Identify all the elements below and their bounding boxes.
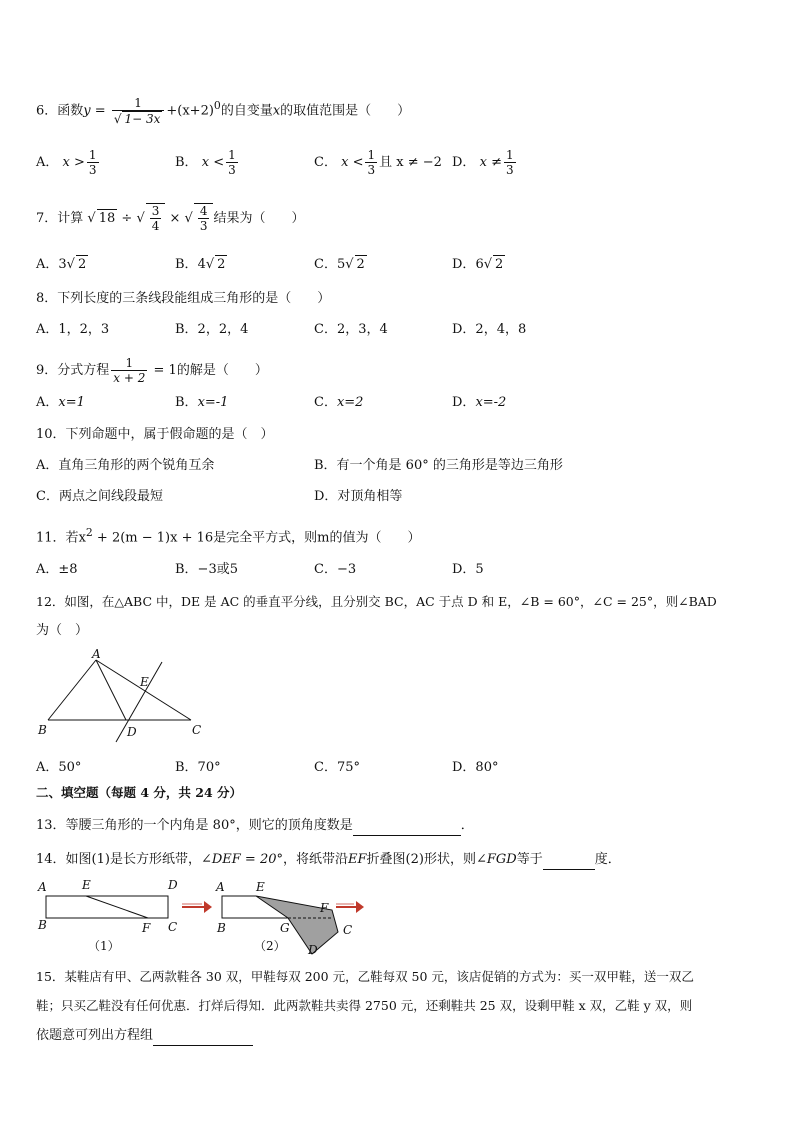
q6-option-c[interactable] xyxy=(314,148,442,177)
q10-option-b[interactable]: B．有一个角是 60° 的三角形是等边三角形 xyxy=(314,458,563,473)
frac-den: 3 xyxy=(228,163,236,177)
option-value: x=-2 xyxy=(475,395,507,410)
fig2-label-a: A xyxy=(216,880,225,894)
frac-num: 3 xyxy=(151,204,160,218)
q9-fraction xyxy=(111,356,147,385)
fig2-label-c: C xyxy=(343,923,353,937)
fig2-label-b: B xyxy=(217,921,226,935)
segment-ac xyxy=(96,660,191,720)
q12-triangle-figure xyxy=(36,648,216,748)
q9-option-b[interactable] xyxy=(175,394,228,412)
fig1-label-d: D xyxy=(168,878,178,892)
q14-fgd: ∠FGD xyxy=(475,852,517,867)
q14-answer-blank[interactable] xyxy=(543,851,595,870)
label-d: D xyxy=(127,725,137,739)
label-e: E xyxy=(140,675,149,689)
option-rad: 2 xyxy=(217,257,226,272)
q13-text: 13．等腰三角形的一个内角是 80°，则它的顶角度数是 xyxy=(36,818,353,833)
segment-ab xyxy=(48,660,96,720)
option-op: < xyxy=(213,155,225,170)
option-label: B． xyxy=(175,155,198,170)
q6-prefix: 函数 xyxy=(57,103,84,119)
q10-option-d[interactable]: D．对顶角相等 xyxy=(314,489,403,504)
q11-suffix: 是完全平方式，则 xyxy=(213,530,318,546)
option-op: < xyxy=(352,155,364,170)
frac-num: 1 xyxy=(505,148,514,162)
fig1-label-e: E xyxy=(82,878,91,892)
q11-number: 11． xyxy=(36,530,66,546)
q14-angle: ∠DEF = 20° xyxy=(200,852,283,867)
option-rad: 2 xyxy=(356,257,365,272)
q7-prefix: 计算 xyxy=(57,211,84,226)
q13-stem xyxy=(36,817,474,836)
arrow-1-icon xyxy=(204,901,212,913)
q6-y: y xyxy=(83,103,91,119)
label-a: A xyxy=(92,648,101,661)
perpendicular-bisector-de xyxy=(116,662,162,742)
q8-option-a[interactable]: A．1，2，3 xyxy=(36,322,110,337)
q15-line2: 鞋；只买乙鞋没有任何优惠．打烊后得知．此两款鞋共卖得 2750 元，还剩鞋共 25 双，设剩甲鞋 x 双，乙鞋 y 双，则 xyxy=(36,998,693,1013)
q14-stem xyxy=(36,851,621,870)
q11-option-a[interactable]: A．±8 xyxy=(36,562,78,577)
q11-prefix: 若 xyxy=(65,530,79,546)
q8-option-c[interactable]: C．2，3，4 xyxy=(314,322,388,337)
label-c: C xyxy=(192,723,202,737)
option-x: x xyxy=(62,155,70,170)
option-coef: 5 xyxy=(336,257,346,272)
q12-stem-line2: 为（ ） xyxy=(36,623,89,638)
option-coef: 4 xyxy=(197,257,206,272)
frac-den: 3 xyxy=(199,219,208,233)
q9-option-d[interactable] xyxy=(452,394,506,412)
q11-stem xyxy=(36,524,421,547)
q6-option-a[interactable] xyxy=(36,148,101,177)
option-coef: 6 xyxy=(475,257,484,272)
q11-option-d[interactable]: D．5 xyxy=(452,562,484,577)
frac-num: 1 xyxy=(367,148,376,162)
frac-num: 1 xyxy=(88,148,97,162)
q7-option-c[interactable]: C．5√ 2 xyxy=(314,257,365,272)
q14-end: 度． xyxy=(594,852,621,867)
q6-option-d[interactable] xyxy=(452,148,518,177)
fig2-label-d: D xyxy=(308,943,318,957)
q14-text-d: 等于 xyxy=(516,852,543,867)
q12-option-a[interactable]: A．50° xyxy=(36,760,82,775)
q6-eq: = xyxy=(90,103,110,119)
frac-num: 1 xyxy=(228,148,236,162)
q6-number: 6． xyxy=(36,103,58,119)
fig1-caption: （1） xyxy=(88,939,120,953)
option-value: x=2 xyxy=(336,395,364,410)
frac-den: 3 xyxy=(505,163,514,177)
q6-suffix-b: 的取值范围是（ ） xyxy=(280,103,411,119)
q9-option-c[interactable] xyxy=(314,394,363,412)
option-coef: 3 xyxy=(58,257,67,272)
q6-fraction xyxy=(112,96,165,126)
q7-option-d[interactable]: D．6√ 2 xyxy=(452,257,504,272)
q7-rad-frac2 xyxy=(194,203,214,233)
option-rad: 2 xyxy=(495,257,504,272)
q13-end: ． xyxy=(460,818,474,833)
q12-option-b[interactable]: B．70° xyxy=(175,760,221,775)
q8-option-b[interactable]: B．2，2，4 xyxy=(175,322,249,337)
q7-option-a[interactable]: A．3√ 2 xyxy=(36,257,87,272)
option-rad: 2 xyxy=(77,257,87,272)
q6-suffix-a: 的自变量 xyxy=(220,103,273,119)
q8-stem: 8．下列长度的三条线段能组成三角形的是（ ） xyxy=(36,291,331,306)
q13-answer-blank[interactable] xyxy=(353,817,461,836)
option-fraction xyxy=(87,148,99,177)
q6-exponent: 0 xyxy=(213,99,221,113)
q9-number: 9． xyxy=(36,363,58,378)
q15-text: 依题意可列出方程组 xyxy=(36,1028,154,1043)
q9-stem xyxy=(36,356,268,385)
fig1-rectangle xyxy=(46,896,168,918)
q7-div: ÷ xyxy=(121,211,133,226)
option-label: A． xyxy=(36,395,59,410)
arrow-2-icon xyxy=(356,901,364,913)
q9-suffix: = 1的解是（ ） xyxy=(149,363,268,378)
q6-frac-den: √ 1− 3x xyxy=(113,112,161,126)
q11-option-c[interactable]: C．−3 xyxy=(314,562,357,577)
option-value: x=1 xyxy=(58,395,85,410)
option-x: x xyxy=(201,155,210,170)
frac-den: 4 xyxy=(151,219,160,233)
q15-line3 xyxy=(36,1027,253,1046)
frac-den: x + 2 xyxy=(113,371,146,385)
option-value: x=-1 xyxy=(197,395,229,410)
option-label: B． xyxy=(175,257,198,272)
q12-stem-line1: 12．如图，在△ABC 中，DE 是 AC 的垂直平分线，且分别交 BC，AC 于点 D 和 E，∠B = 60°，∠C = 25°，则∠BAD xyxy=(36,594,717,609)
q7-number: 7． xyxy=(36,211,58,226)
fig1-label-b: B xyxy=(38,918,47,932)
option-label: A． xyxy=(36,155,59,170)
q14-text-b: ，将纸带沿 xyxy=(283,852,349,867)
fig1-label-c: C xyxy=(168,920,178,934)
q12-option-c[interactable]: C．75° xyxy=(314,760,360,775)
fig1-label-f: F xyxy=(142,921,151,935)
q11-suffix2: 的值为（ ） xyxy=(329,530,421,546)
q7-stem: 7．计算 √ 18 ÷ √ $\frac{3}{4}$ × √ $\frac{4}{3}$ 结果为（ ） xyxy=(36,204,305,233)
q11-sup: 2 xyxy=(85,526,93,539)
q14-ef: EF xyxy=(348,852,367,867)
q10-stem: 10．下列命题中，属于假命题的是（ ） xyxy=(36,427,274,442)
option-tail: 且 x ≠ −2 xyxy=(379,155,442,170)
q7-times: × xyxy=(169,211,181,226)
q12-option-d[interactable]: D．80° xyxy=(452,760,499,775)
frac-num: 1 xyxy=(111,356,147,371)
q6-frac-num: 1 xyxy=(112,96,165,111)
option-x: x xyxy=(341,155,349,170)
option-fraction xyxy=(226,148,238,177)
q6-x: x xyxy=(272,103,281,119)
fig2-label-f: F xyxy=(320,901,329,915)
option-x: x xyxy=(479,155,487,170)
label-b: B xyxy=(38,723,47,737)
fig2-label-e: E xyxy=(256,880,265,894)
q10-option-c[interactable]: C．两点之间线段最短 xyxy=(36,489,163,504)
option-fraction xyxy=(365,148,377,177)
q11-expr-b: + 2(m − 1)x + 16 xyxy=(92,530,214,546)
q11-option-b[interactable]: B．−3或5 xyxy=(175,562,238,577)
option-label: A． xyxy=(36,257,59,272)
q9-option-a[interactable] xyxy=(36,394,85,412)
section-2-title: 二、填空题（每题 4 分，共 24 分） xyxy=(36,785,243,800)
q15-answer-blank[interactable] xyxy=(153,1027,253,1046)
q14-text-c: 折叠图(2)形状，则 xyxy=(366,852,476,867)
option-label: D． xyxy=(452,395,476,410)
q15-line1: 15．某鞋店有甲、乙两款鞋各 30 双，甲鞋每双 200 元，乙鞋每双 50 元，该店促销的方式为：买一双甲鞋，送一双乙 xyxy=(36,969,694,984)
option-label: D． xyxy=(452,257,476,272)
q6-plus-part: +(x+2) xyxy=(166,103,214,119)
fig2-label-g: G xyxy=(280,921,290,935)
option-label: C． xyxy=(314,257,337,272)
fig1-label-a: A xyxy=(38,880,47,894)
option-label: C． xyxy=(314,155,337,170)
q7-suffix: 结果为（ ） xyxy=(213,211,305,226)
frac-num: 4 xyxy=(199,204,208,218)
fig2-caption: （2） xyxy=(254,939,286,953)
q6-rad-content: 1− 3x xyxy=(124,112,161,126)
option-label: D． xyxy=(452,155,476,170)
option-label: B． xyxy=(175,395,198,410)
option-fraction xyxy=(504,148,516,177)
q7-rad-frac1 xyxy=(146,203,166,233)
q7-rad1: 18 xyxy=(98,211,116,226)
option-label: C． xyxy=(314,395,337,410)
q11-expr-a: x xyxy=(78,530,86,546)
frac-den: 3 xyxy=(88,163,97,177)
q6-stem xyxy=(36,96,410,126)
q6-option-b[interactable] xyxy=(175,148,240,177)
q11-m: m xyxy=(317,530,330,546)
frac-den: 3 xyxy=(367,163,376,177)
q10-option-a[interactable]: A．直角三角形的两个锐角互余 xyxy=(36,458,215,473)
option-op: ≠ xyxy=(491,155,502,170)
q7-option-b[interactable]: B．4√ 2 xyxy=(175,257,226,272)
q8-option-d[interactable]: D．2，4，8 xyxy=(452,322,527,337)
q9-prefix: 分式方程 xyxy=(57,363,110,378)
q14-text-a: 14．如图(1)是长方形纸带， xyxy=(36,852,201,867)
q14-strip-figures xyxy=(36,874,376,962)
option-op: > xyxy=(74,155,85,170)
fig1-fold-line-ef xyxy=(86,896,148,918)
